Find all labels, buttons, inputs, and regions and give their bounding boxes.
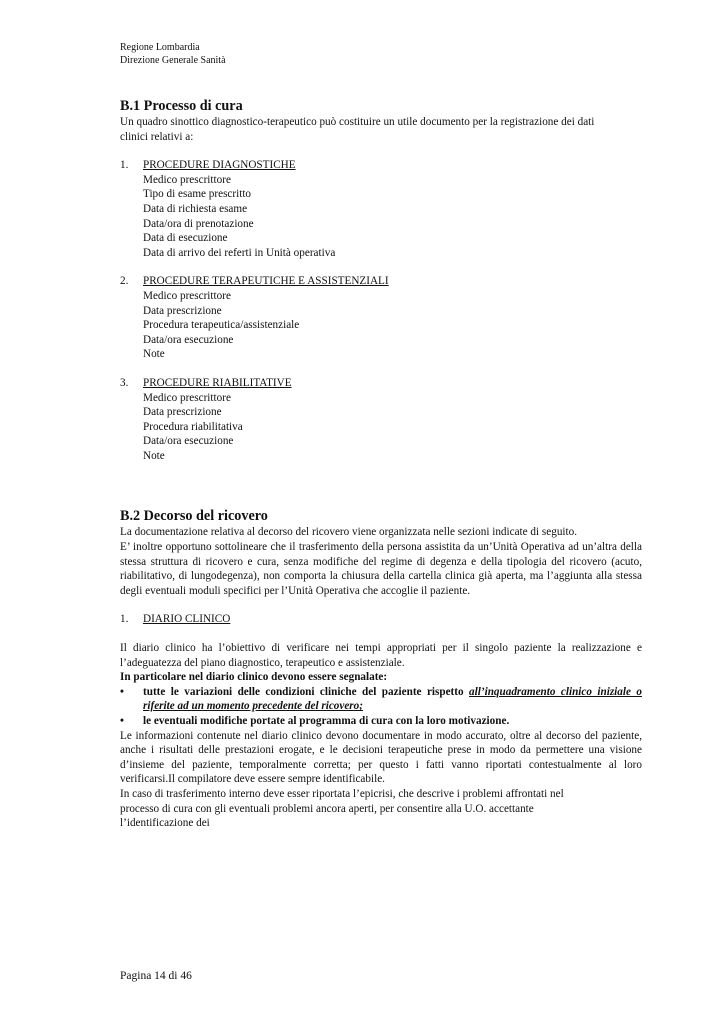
diario-para4-line3: l’identificazione dei <box>120 817 210 830</box>
bullet-text <box>143 685 642 714</box>
list-item: Data di arrivo dei referti in Unità operativa <box>143 246 336 259</box>
page-number: Pagina 14 di 46 <box>120 970 192 982</box>
bullet-icon: • <box>120 685 124 698</box>
section-number: 2. <box>120 275 129 288</box>
page-content <box>120 97 642 831</box>
b2-para1: La documentazione relativa al decorso del ricovero viene organizzata nelle sezioni indicate di seguito. <box>120 526 578 539</box>
section-b2-title: B.2 Decorso del ricovero <box>120 508 268 525</box>
bullet-item-1 <box>120 685 642 714</box>
list-item: Medico prescrittore <box>143 391 231 404</box>
b1-intro-line2: clinici relativi a: <box>120 130 194 143</box>
header-region: Regione Lombardia <box>120 42 200 53</box>
list-item: Note <box>143 348 165 361</box>
section-title: DIARIO CLINICO <box>143 613 231 626</box>
bullet-item-2 <box>120 714 642 729</box>
section-number: 3. <box>120 376 129 389</box>
procedure-section-1 <box>120 158 642 173</box>
page-header <box>120 41 226 67</box>
section-b1-title: B.1 Processo di cura <box>120 98 243 114</box>
section-number: 1. <box>120 159 129 172</box>
diario-clinico-heading <box>120 612 642 627</box>
bullet-text: le eventuali modifiche portate al programma di cura con la loro motivazione. <box>143 715 510 727</box>
section-number: 1. <box>120 613 129 626</box>
diario-para1: Il diario clinico ha l’obiettivo di verificare nei tempi appropriati per il singolo paziente la realizzazione e l’adeguatezza del piano diagnostico, terapeutico e assistenziale. <box>120 642 642 669</box>
bullet-icon: • <box>120 715 124 727</box>
section-title: PROCEDURE TERAPEUTICHE E ASSISTENZIALI <box>143 275 389 288</box>
b1-intro-line1: Un quadro sinottico diagnostico-terapeutico può costituire un utile documento per la registrazione dei dati <box>120 116 595 128</box>
section-title: PROCEDURE DIAGNOSTICHE <box>143 159 296 172</box>
header-direction: Direzione Generale Sanità <box>120 55 226 66</box>
list-item: Medico prescrittore <box>143 289 231 302</box>
list-item: Medico prescrittore <box>143 173 231 186</box>
list-item: Procedura riabilitativa <box>143 420 243 433</box>
procedure-section-2 <box>120 274 642 289</box>
list-item: Data prescrizione <box>143 406 222 419</box>
procedure-section-3 <box>120 376 642 391</box>
section-items <box>143 289 642 362</box>
b2-para2: E’ inoltre opportuno sottolineare che il trasferimento della persona assistita da un’Unità Operativa ad un’altra della stessa struttura di ricovero e cura, senza modifiche del regime di degenza e della tipologia del ricovero (acuto, riabilitativo, di lungodegenza), non comporta la chiusura della cartella clinica già aperta, ma l’aggiunta alla stessa degli eventuali moduli specifici per l’Unità Operativa che accoglie il paziente. <box>120 541 642 597</box>
section-title: PROCEDURE RIABILITATIVE <box>143 376 292 389</box>
diario-para4-line2: processo di cura con gli eventuali problemi ancora aperti, per consentire alla U.O. accettante <box>120 802 534 815</box>
list-item: Tipo di esame prescritto <box>143 188 252 201</box>
diario-para4-line1: In caso di trasferimento interno deve esser riportata l’epicrisi, che descrive i problemi affrontati nel <box>120 787 564 800</box>
list-item: Procedura terapeutica/assistenziale <box>143 319 300 332</box>
list-item: Note <box>143 449 165 462</box>
section-items <box>143 173 642 261</box>
bullet-emphasis: all’inquadramento clinico iniziale o riferite ad un momento precedente del ricovero; <box>143 685 642 713</box>
bullet-text-part: tutte le variazioni delle condizioni cliniche del paziente rispetto <box>143 685 470 698</box>
list-item: Data/ora esecuzione <box>143 333 234 346</box>
list-item: Data prescrizione <box>143 304 222 317</box>
section-items <box>143 391 642 464</box>
list-item: Data di esecuzione <box>143 232 228 245</box>
diario-para3: Le informazioni contenute nel diario clinico devono documentare in modo accurato, oltre al decorso del paziente, anche i risultati delle prestazioni erogate, e le decisioni terapeutiche prese in modo da permettere una visione d’insieme del paziente, temporalmente corretta; per questo i fatti vanno riportati contestualmente al loro verificarsi.Il compilatore deve essere sempre identificabile. <box>120 729 642 786</box>
list-item: Data/ora di prenotazione <box>143 217 254 230</box>
diario-bold-intro: In particolare nel diario clinico devono essere segnalate: <box>120 671 388 684</box>
list-item: Data/ora esecuzione <box>143 435 234 448</box>
list-item: Data di richiesta esame <box>143 202 248 215</box>
